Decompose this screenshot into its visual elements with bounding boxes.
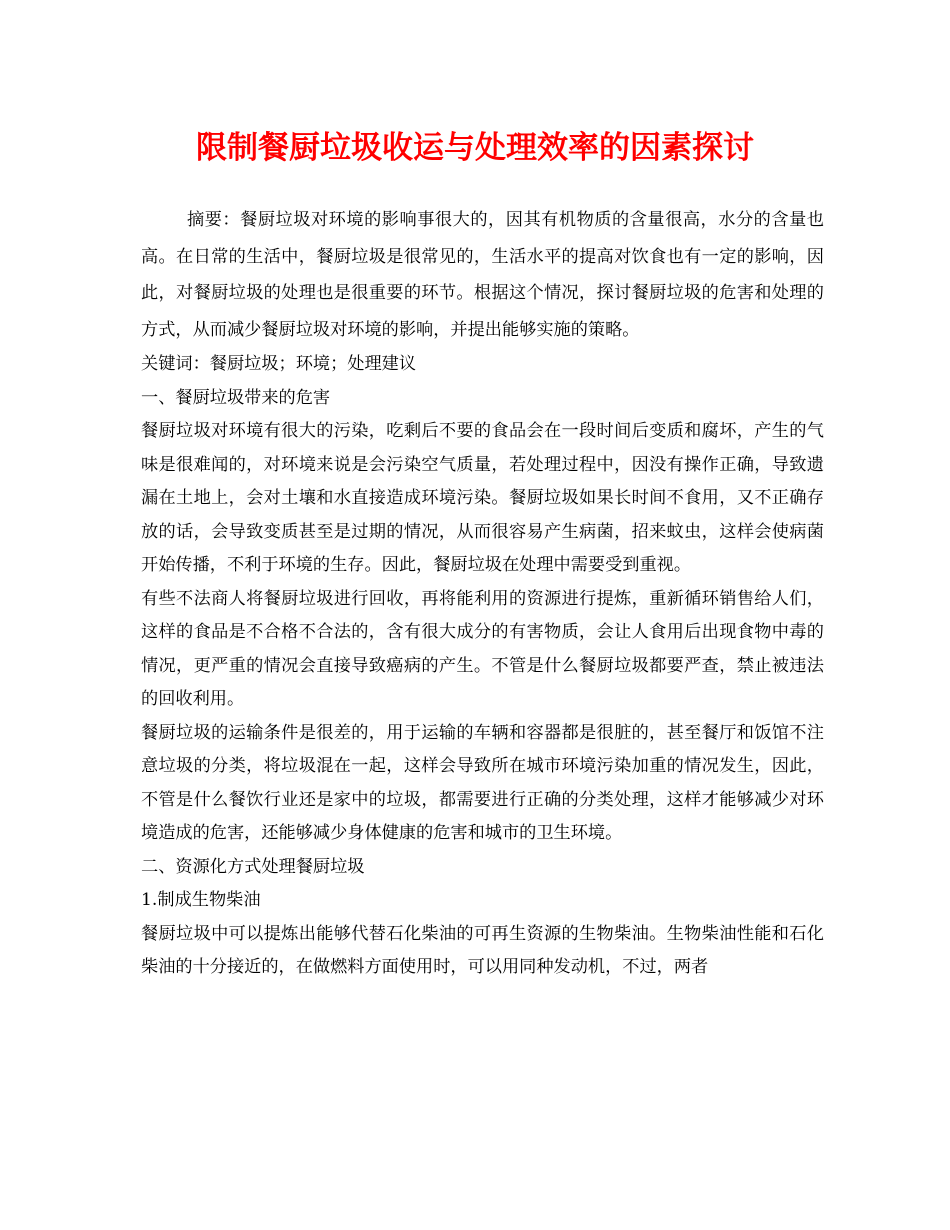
subsection1-paragraph: 餐厨垃圾中可以提炼出能够代替石化柴油的可再生资源的生物柴油。生物柴油性能和石化柴油的十分接近的，在做燃料方面使用时，可以用同种发动机，不过，两者 (141, 923, 824, 978)
subsection-heading-1: 1.制成生物柴油 (141, 890, 261, 911)
abstract-paragraph: 摘要：餐厨垃圾对环境的影响事很大的，因其有机物质的含量很高，水分的含量也高。在日常的生活中，餐厨垃圾是很常见的，生活水平的提高对饮食也有一定的影响，因此，对餐厨垃圾的处理也是很重要的环节。根据这个情况，探讨餐厨垃圾的危害和处理的方式，从而减少餐厨垃圾对环境的影响，并提出能够实施的策略。 (141, 210, 824, 340)
section1-paragraph-2: 有些不法商人将餐厨垃圾进行回收，再将能利用的资源进行提炼，重新循环销售给人们，这样的食品是不合格不合法的，含有很大成分的有害物质，会让人食用后出现食物中毒的情况，更严重的情况会直接导致癌病的产生。不管是什么餐厨垃圾都要严查，禁止被违法的回收利用。 (141, 588, 824, 710)
section-heading-2: 二、资源化方式处理餐厨垃圾 (141, 856, 365, 877)
section-heading-1: 一、餐厨垃圾带来的危害 (141, 387, 331, 408)
section1-paragraph-3: 餐厨垃圾的运输条件是很差的，用于运输的车辆和容器都是很脏的，甚至餐厅和饭馆不注意垃圾的分类，将垃圾混在一起，这样会导致所在城市环境污染加重的情况发生，因此，不管是什么餐饮行业还是家中的垃圾，都需要进行正确的分类处理，这样才能够减少对环境造成的危害，还能够减少身体健康的危害和城市的卫生环境。 (141, 722, 824, 844)
section1-paragraph-1: 餐厨垃圾对环境有很大的污染，吃剩后不要的食品会在一段时间后变质和腐坏，产生的气味是很难闻的，对环境来说是会污染空气质量，若处理过程中，因没有操作正确，导致遗漏在土地上，会对土壤和水直接造成环境污染。餐厨垃圾如果长时间不食用，又不正确存放的话，会导致变质甚至是过期的情况，从而很容易产生病菌，招来蚊虫，这样会使病菌开始传播，不利于环境的生存。因此，餐厨垃圾在处理中需要受到重视。 (141, 421, 824, 576)
document-title: 限制餐厨垃圾收运与处理效率的因素探讨 (196, 130, 754, 166)
document-body (141, 202, 824, 985)
keywords-line: 关键词：餐厨垃圾；环境；处理建议 (141, 354, 417, 375)
